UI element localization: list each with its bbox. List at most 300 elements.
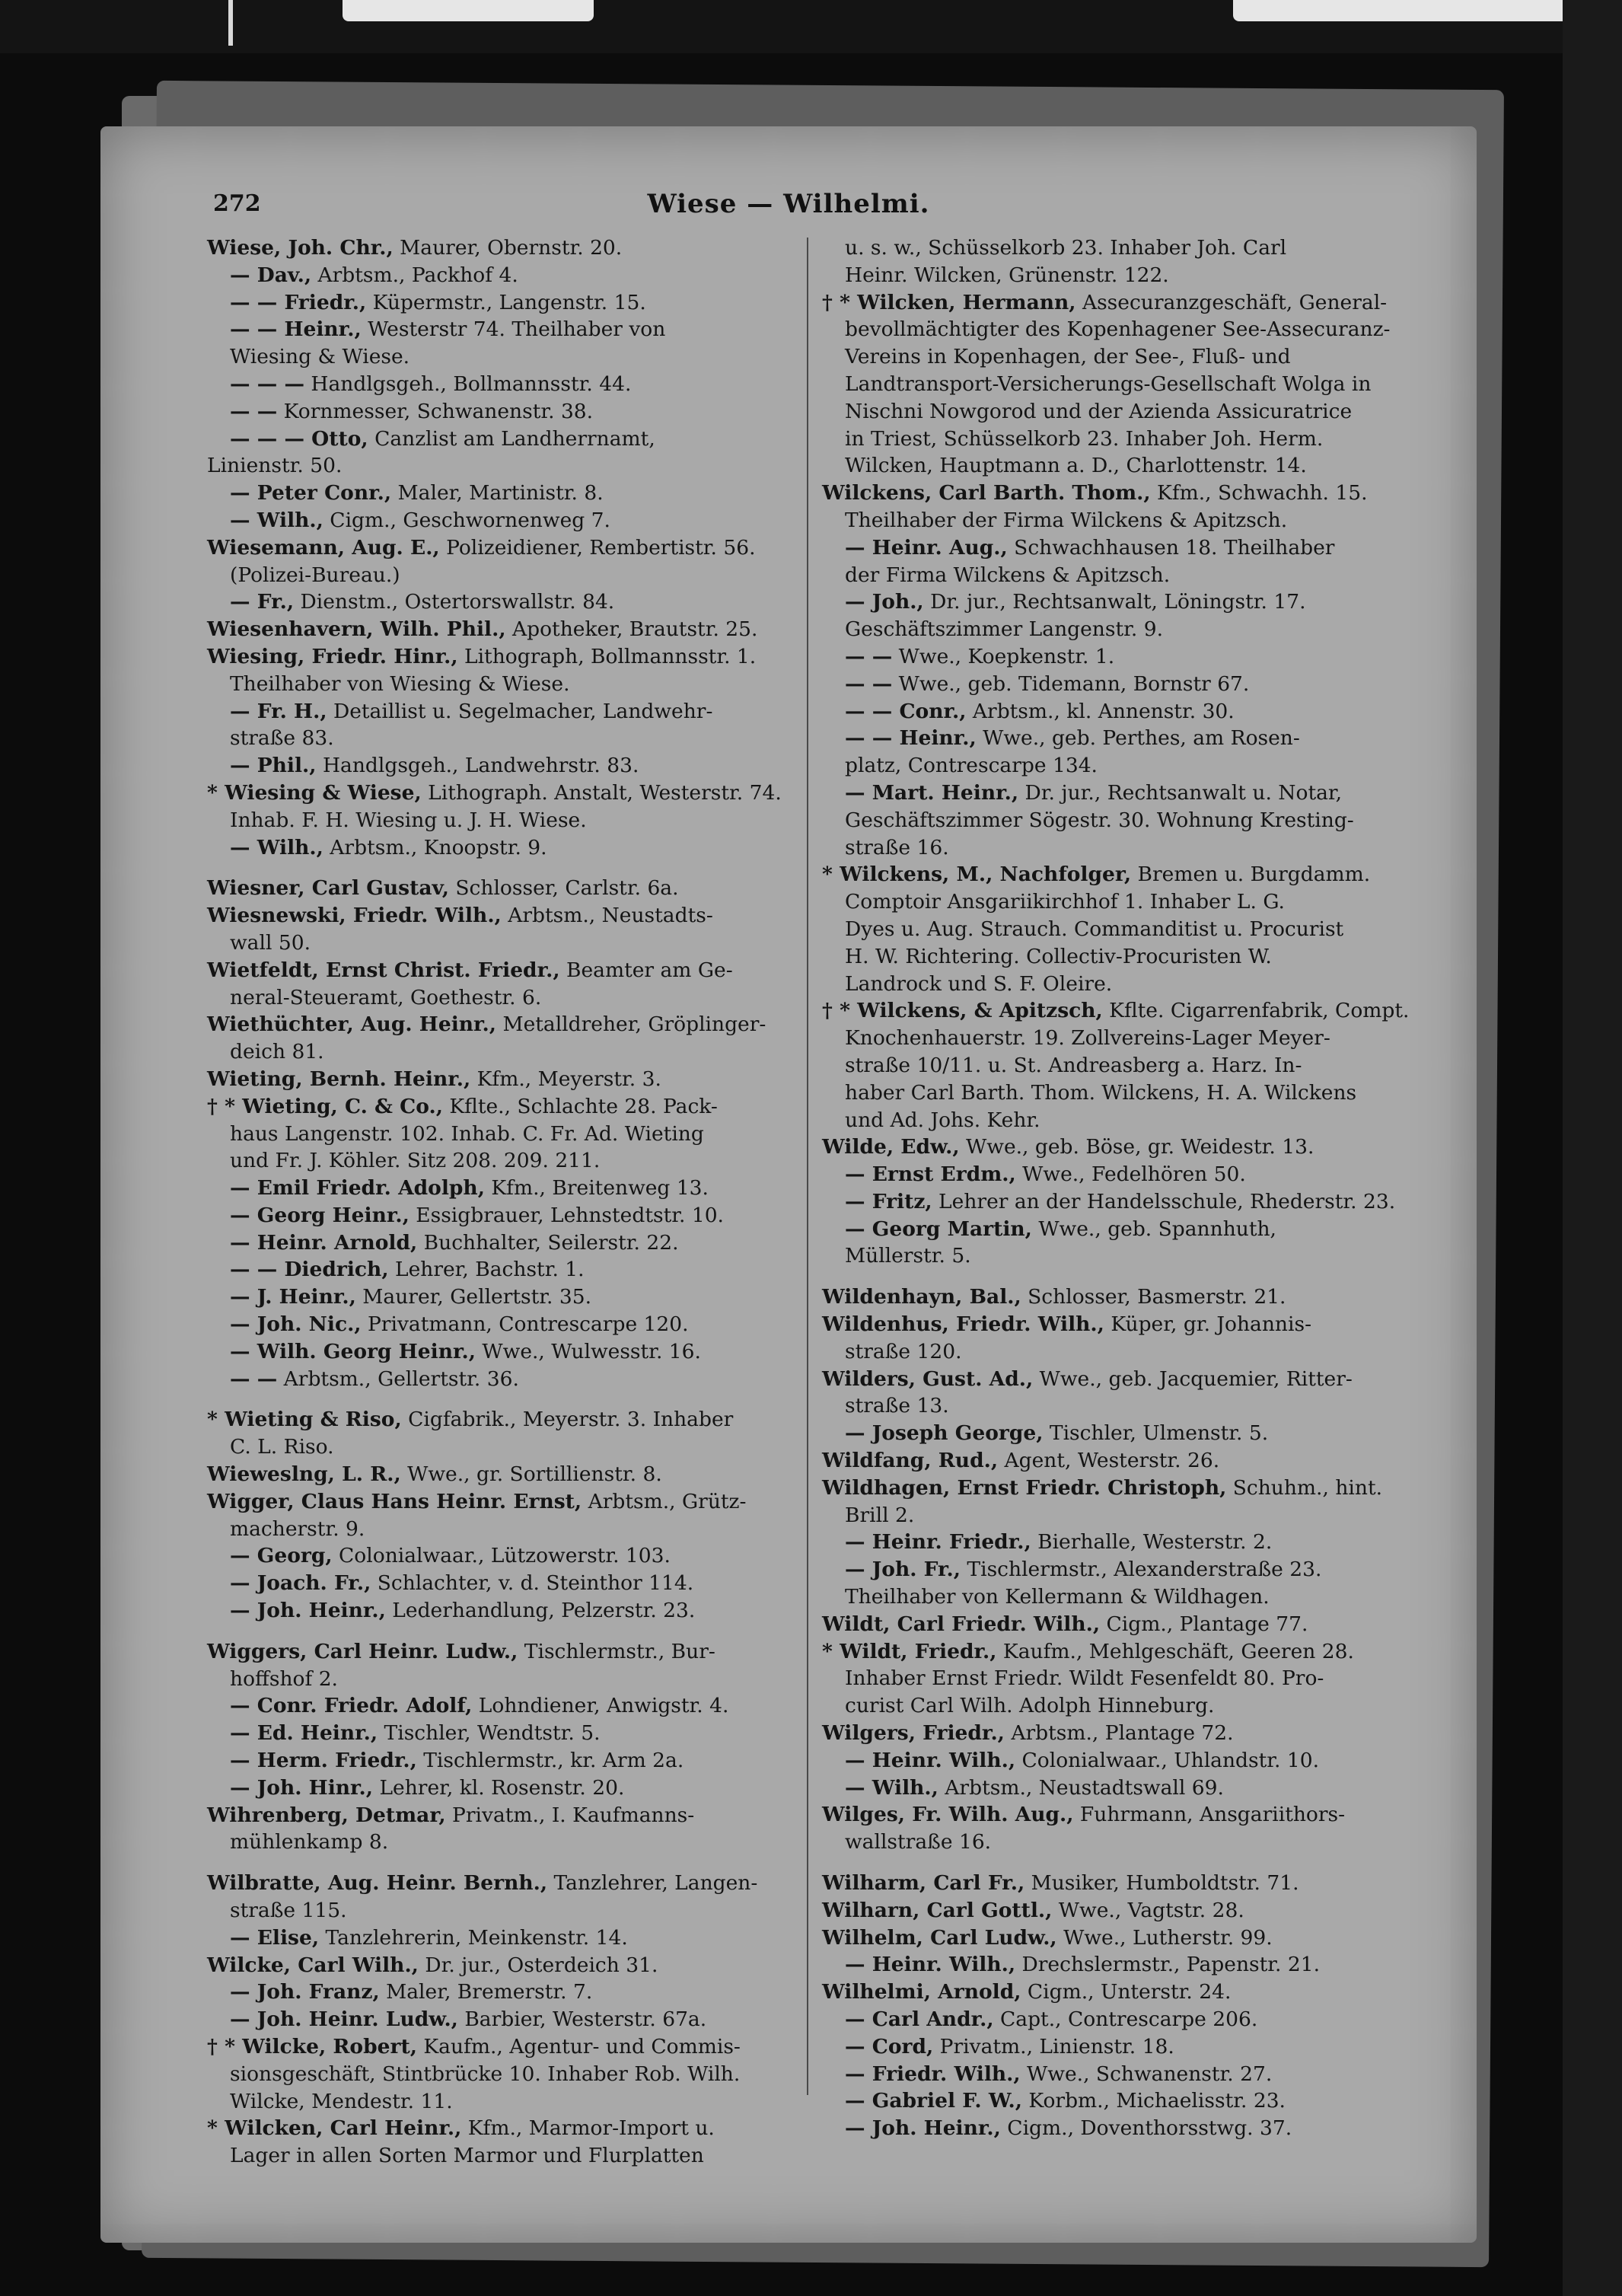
directory-entry-line: [207, 930, 793, 957]
entry-details: Kaufm., Agentur- und Commis-: [416, 2035, 741, 2058]
directory-entry-line: [207, 262, 793, 289]
directory-entry-line: [822, 2006, 1431, 2033]
directory-entry-line: [207, 1338, 793, 1366]
directory-entry-line: [822, 1951, 1431, 1979]
directory-entry-line: [822, 343, 1431, 371]
entry-details: Arbtsm., Packhof 4.: [311, 263, 518, 287]
directory-entry-line: [207, 1570, 793, 1597]
entry-name: Wilbratte, Aug. Heinr. Bernh.,: [207, 1871, 548, 1896]
entry-details: (Polizei-Bureau.): [230, 563, 400, 587]
entry-name: — —: [845, 671, 893, 696]
directory-entry-line: [207, 1147, 793, 1175]
entry-details: Kfm., Meyerstr. 3.: [470, 1067, 661, 1091]
directory-entry-line: [822, 1924, 1431, 1952]
entry-name: — — Heinr.,: [845, 726, 977, 751]
directory-entry-line: [207, 234, 793, 262]
entry-name: Wilckens, Carl Barth. Thom.,: [822, 481, 1151, 505]
entry-details: Nischni Nowgorod und der Azienda Assicuratrice: [845, 399, 1353, 423]
entry-spacer: [207, 1625, 793, 1638]
entry-details: Schlosser, Carlstr. 6a.: [448, 876, 679, 901]
directory-entry-line: [822, 1392, 1431, 1420]
directory-entry-line: [207, 671, 793, 698]
entry-name: Wilharm, Carl Fr.,: [822, 1871, 1025, 1896]
directory-entry-line: [207, 316, 793, 343]
directory-entry-line: [207, 1406, 793, 1433]
directory-entry-line: [207, 1066, 793, 1093]
entry-details: Wilcke, Mendestr. 11.: [230, 2089, 453, 2113]
entry-details: der Firma Wilckens & Apitzsch.: [845, 563, 1171, 587]
entry-name: Wigger, Claus Hans Heinr. Ernst,: [207, 1489, 582, 1513]
entry-name: Wilders, Gust. Ad.,: [822, 1366, 1034, 1391]
directory-entry-line: [822, 1870, 1431, 1897]
entry-details: Wwe., Wulwesstr. 16.: [475, 1339, 701, 1363]
entry-name: — Joh. Fr.,: [845, 1558, 961, 1582]
entry-name: Wilde, Edw.,: [822, 1135, 960, 1159]
entry-name: † * Wilcke, Robert,: [207, 2035, 417, 2058]
entry-name: — Elise,: [230, 1925, 320, 1950]
directory-entry-line: [207, 616, 793, 643]
entry-details: Küper, gr. Johannis-: [1104, 1312, 1312, 1337]
directory-entry-line: [207, 875, 793, 902]
directory-entry-line: [207, 1256, 793, 1284]
directory-entry-line: [207, 957, 793, 984]
directory-entry-line: [207, 1952, 793, 1979]
directory-entry-line: [822, 262, 1431, 289]
directory-entry-line: [207, 2061, 793, 2088]
directory-entry-line: [207, 2088, 793, 2116]
directory-entry-line: [822, 426, 1431, 453]
entry-details: Buchhalter, Seilerstr. 22.: [417, 1230, 679, 1255]
directory-entry-line: [822, 1665, 1431, 1692]
entry-spacer: [207, 861, 793, 875]
entry-name: — Heinr. Aug.,: [845, 535, 1008, 560]
directory-entry-line: [207, 780, 793, 807]
entry-name: — Joh. Franz,: [230, 1980, 380, 2004]
entry-details: Dienstm., Ostertorswallstr. 84.: [294, 590, 615, 614]
entry-details: Geschäftszimmer Sögestr. 30. Wohnung Kresting-: [845, 808, 1354, 832]
directory-entry-line: [207, 752, 793, 780]
directory-entry-line: [822, 780, 1431, 807]
directory-entry-line: [822, 1161, 1431, 1188]
entry-details: Maurer, Gellertstr. 35.: [355, 1285, 592, 1309]
directory-entry-line: [822, 1242, 1431, 1270]
entry-details: Tischlermstr., Bur-: [518, 1639, 715, 1663]
directory-entry-line: [207, 1666, 793, 1693]
entry-details: Maler, Bremerstr. 7.: [379, 1980, 593, 2004]
directory-entry-line: [822, 2087, 1431, 2115]
entry-name: * Wildt, Friedr.,: [822, 1639, 997, 1663]
entry-details: Lithograph, Bollmannsstr. 1.: [457, 644, 757, 668]
directory-entry-line: [822, 1079, 1431, 1107]
directory-entry-line: [822, 1979, 1431, 2006]
entry-details: Cigfabrik., Meyerstr. 3. Inhaber: [401, 1408, 734, 1432]
entry-details: Wwe., geb. Jacquemier, Ritter-: [1033, 1366, 1353, 1391]
directory-entry-line: [207, 2142, 793, 2170]
directory-entry-line: [822, 398, 1431, 426]
entry-name: — Heinr. Wilh.,: [845, 1748, 1016, 1772]
entry-name: — J. Heinr.,: [230, 1285, 356, 1309]
entry-name: — Georg Heinr.,: [230, 1203, 409, 1227]
directory-entry-line: [822, 289, 1431, 317]
entry-name: — Ed. Heinr.,: [230, 1721, 378, 1746]
entry-name: — Dav.,: [230, 263, 312, 287]
entry-details: Wwe., Koepkenstr. 1.: [892, 644, 1115, 668]
entry-details: Wwe., gr. Sortillienstr. 8.: [400, 1462, 662, 1487]
directory-entry-line: [822, 1801, 1431, 1829]
entry-details: Bierhalle, Westerstr. 2.: [1031, 1530, 1273, 1555]
directory-entry-line: [822, 834, 1431, 862]
entry-details: Tischler, Ulmenstr. 5.: [1043, 1421, 1269, 1446]
directory-entry-line: [207, 1692, 793, 1720]
page-number: 272: [213, 190, 261, 217]
entry-details: curist Carl Wilh. Adolph Hinneburg.: [845, 1694, 1215, 1718]
entry-name: * Wilckens, M., Nachfolger,: [822, 863, 1132, 887]
directory-entry-line: [822, 1447, 1431, 1475]
entry-name: — Georg,: [230, 1544, 333, 1568]
entry-details: in Triest, Schüsselkorb 23. Inhaber Joh. Herm.: [845, 426, 1324, 451]
entry-details: Inhab. F. H. Wiesing u. J. H. Wiese.: [230, 808, 587, 832]
film-holder-right: [1563, 0, 1622, 2296]
entry-details: haber Carl Barth. Thom. Wilckens, H. A. Wilckens: [845, 1080, 1357, 1105]
entry-details: Tischler, Wendtstr. 5.: [378, 1721, 601, 1746]
directory-entry-line: [822, 1188, 1431, 1216]
entry-details: Cigm., Doventhorsstwg. 37.: [1000, 2116, 1292, 2141]
entry-details: Colonialwaar., Uhlandstr. 10.: [1015, 1748, 1320, 1772]
entry-name: † * Wilcken, Hermann,: [822, 290, 1076, 314]
directory-entry-line: [207, 1597, 793, 1625]
directory-entry-line: [207, 1093, 793, 1121]
entry-name: — Fr.,: [230, 590, 295, 614]
directory-entry-line: [822, 1025, 1431, 1052]
entry-name: Wildenhayn, Bal.,: [822, 1285, 1021, 1309]
entry-name: — Heinr. Arnold,: [230, 1230, 418, 1255]
directory-entry-line: [822, 1052, 1431, 1079]
entry-details: Musiker, Humboldtstr. 71.: [1025, 1871, 1299, 1896]
entry-details: haus Langenstr. 102. Inhab. C. Fr. Ad. Wieting: [230, 1121, 704, 1146]
directory-entry-line: [207, 398, 793, 426]
directory-entry-line: [207, 984, 793, 1012]
entry-details: Cigm., Unterstr. 24.: [1021, 1980, 1232, 2004]
entry-details: und Fr. J. Köhler. Sitz 208. 209. 211.: [230, 1149, 601, 1173]
entry-name: — — Conr.,: [845, 699, 967, 723]
entry-details: Maurer, Obernstr. 20.: [393, 236, 623, 260]
entry-name: Wietfeldt, Ernst Christ. Friedr.,: [207, 958, 560, 982]
entry-details: Arbtsm., Gellertstr. 36.: [277, 1366, 519, 1391]
directory-entry-line: [822, 588, 1431, 616]
directory-entry-line: [822, 452, 1431, 480]
directory-entry-line: [822, 234, 1431, 262]
entry-details: Agent, Westerstr. 26.: [998, 1449, 1220, 1473]
directory-entry-line: [822, 888, 1431, 916]
directory-entry-line: [207, 1311, 793, 1338]
directory-entry-line: [207, 834, 793, 862]
entry-details: straße 120.: [845, 1339, 962, 1363]
entry-name: — Gabriel F. W.,: [845, 2089, 1022, 2113]
entry-name: — — Diedrich,: [230, 1258, 389, 1282]
directory-entry-line: [822, 971, 1431, 998]
directory-entry-line: [207, 1038, 793, 1066]
directory-entry-line: [822, 1216, 1431, 1243]
directory-entry-line: [822, 916, 1431, 943]
entry-details: Essigbrauer, Lehnstedtstr. 10.: [409, 1203, 724, 1227]
entry-details: Colonialwaar., Lützowerstr. 103.: [332, 1544, 671, 1568]
entry-details: Wwe., Vagtstr. 28.: [1052, 1898, 1244, 1922]
entry-name: Wildenhus, Friedr. Wilh.,: [822, 1312, 1104, 1337]
entry-details: Arbtsm., kl. Annenstr. 30.: [966, 699, 1235, 723]
entry-details: macherstr. 9.: [230, 1516, 365, 1541]
entry-spacer: [207, 1856, 793, 1870]
entry-details: Schwachhausen 18. Theilhaber: [1007, 535, 1335, 560]
entry-details: Dr. jur., Osterdeich 31.: [418, 1953, 658, 1977]
directory-entry-line: [822, 1775, 1431, 1802]
entry-details: Barbier, Westerstr. 67a.: [457, 2007, 707, 2032]
directory-entry-line: [822, 1134, 1431, 1161]
entry-name: Wiese, Joh. Chr.,: [207, 236, 394, 260]
entry-name: Wieting, Bernh. Heinr.,: [207, 1067, 471, 1091]
directory-entry-line: [822, 1311, 1431, 1338]
entry-name: — Conr. Friedr. Adolf,: [230, 1694, 473, 1718]
entry-details: Brill 2.: [845, 1503, 915, 1527]
entry-name: — Fritz,: [845, 1189, 932, 1213]
entry-details: Wiesing & Wiese.: [230, 345, 410, 369]
entry-details: straße 13.: [845, 1394, 949, 1418]
entry-name: — Joh.,: [845, 590, 924, 614]
entry-name: * Wilcken, Carl Heinr.,: [207, 2116, 462, 2141]
directory-entry-line: [822, 943, 1431, 971]
entry-name: — Georg Martin,: [845, 1217, 1032, 1241]
directory-entry-line: [207, 534, 793, 562]
entry-details: Schlosser, Basmerstr. 21.: [1021, 1285, 1286, 1309]
entry-details: sionsgeschäft, Stintbrücke 10. Inhaber Rob. Wilh.: [230, 2062, 741, 2086]
entry-name: — — — Otto,: [230, 426, 368, 451]
entry-details: H. W. Richtering. Collectiv-Procuristen W.: [845, 944, 1272, 968]
running-head: Wiese — Wilhelmi.: [647, 189, 930, 219]
entry-details: Bremen u. Burgdamm.: [1131, 863, 1371, 887]
entry-details: Lehrer, kl. Rosenstr. 20.: [373, 1775, 625, 1800]
entry-name: † * Wilckens, & Apitzsch,: [822, 999, 1103, 1023]
entry-name: Wilges, Fr. Wilh. Aug.,: [822, 1803, 1074, 1827]
directory-entry-line: [207, 1516, 793, 1543]
entry-name: — Mart. Heinr.,: [845, 780, 1019, 805]
entry-details: Tischlermstr., Alexanderstraße 23.: [961, 1558, 1322, 1582]
entry-name: — Wilh.,: [230, 508, 323, 532]
directory-entry-line: [207, 1229, 793, 1257]
entry-name: Wiesemann, Aug. E.,: [207, 535, 440, 560]
entry-name: — Joh. Hinr.,: [230, 1775, 374, 1800]
entry-details: wallstraße 16.: [845, 1830, 992, 1854]
entry-details: Privatmann, Contrescarpe 120.: [361, 1312, 689, 1337]
directory-entry-line: [207, 698, 793, 725]
directory-entry-line: [822, 2061, 1431, 2088]
directory-entry-line: [822, 1420, 1431, 1447]
entry-name: — Fr. H.,: [230, 699, 327, 723]
entry-name: — Joh. Heinr. Ludw.,: [230, 2007, 458, 2032]
entry-details: Drechslermstr., Papenstr. 21.: [1015, 1953, 1321, 1977]
entry-name: — — Friedr.,: [230, 290, 367, 314]
entry-name: Wilgers, Friedr.,: [822, 1721, 1005, 1746]
directory-entry-line: [207, 426, 793, 453]
entry-name: — Heinr. Friedr.,: [845, 1530, 1031, 1555]
entry-details: Privatm., I. Kaufmanns-: [445, 1803, 695, 1827]
entry-details: Wwe., geb. Tidemann, Bornstr 67.: [892, 671, 1250, 696]
directory-entry-line: [822, 1747, 1431, 1775]
film-holder-top: [0, 0, 1622, 53]
directory-entry-line: [822, 616, 1431, 643]
entry-name: — Emil Friedr. Adolph,: [230, 1176, 485, 1201]
entry-details: Assecuranzgeschäft, General-: [1075, 290, 1388, 314]
directory-entry-line: [822, 1720, 1431, 1747]
entry-details: Lohndiener, Anwigstr. 4.: [472, 1694, 729, 1718]
entry-details: Vereins in Kopenhagen, der See-, Fluß- und: [845, 345, 1291, 369]
entry-name: — Wilh.,: [230, 835, 323, 859]
directory-entry-line: [822, 480, 1431, 507]
entry-details: Schuhm., hint.: [1226, 1475, 1383, 1500]
entry-details: Wwe., Fedelhören 50.: [1015, 1162, 1246, 1187]
entry-name: — Wilh. Georg Heinr.,: [230, 1339, 476, 1363]
directory-entry-line: [822, 1107, 1431, 1134]
entry-name: — —: [230, 399, 278, 423]
entry-details: Kfm., Breitenweg 13.: [484, 1176, 709, 1201]
entry-details: deich 81.: [230, 1040, 324, 1064]
directory-entry-line: [822, 643, 1431, 671]
entry-name: — Carl Andr.,: [845, 2007, 994, 2031]
directory-entry-line: [822, 752, 1431, 780]
directory-entry-line: [207, 1542, 793, 1570]
directory-entry-line: [207, 807, 793, 834]
entry-name: Wiesenhavern, Wilh. Phil.,: [207, 617, 506, 642]
entry-details: Lager in allen Sorten Marmor und Flurplatten: [230, 2144, 704, 2168]
directory-entry-line: [207, 1202, 793, 1229]
entry-details: mühlenkamp 8.: [230, 1830, 389, 1854]
entry-details: Wwe., geb. Böse, gr. Weidestr. 13.: [959, 1135, 1314, 1159]
directory-entry-line: [822, 861, 1431, 888]
entry-details: Comptoir Ansgariikirchhof 1. Inhaber L. G.: [845, 890, 1285, 914]
entry-details: Korbm., Michaelisstr. 23.: [1021, 2089, 1286, 2113]
entry-details: Handlgsgeh., Bollmannsstr. 44.: [304, 372, 632, 396]
directory-page: [100, 126, 1477, 2243]
directory-entry-line: [207, 643, 793, 671]
entry-details: Schlachter, v. d. Steinthor 114.: [371, 1571, 694, 1596]
directory-entry-line: [207, 725, 793, 752]
entry-details: wall 50.: [230, 930, 311, 955]
directory-entry-line: [207, 1720, 793, 1747]
directory-entry-line: [822, 1556, 1431, 1583]
entry-details: Kflte., Schlachte 28. Pack-: [442, 1094, 718, 1118]
entry-details: Arbtsm., Neustadts-: [501, 904, 713, 928]
entry-name: Wiesner, Carl Gustav,: [207, 876, 449, 901]
directory-entry-line: [822, 562, 1431, 589]
entry-details: Müllerstr. 5.: [845, 1244, 971, 1268]
entry-details: Kornmesser, Schwanenstr. 38.: [277, 399, 594, 423]
entry-name: — Wilh.,: [845, 1775, 938, 1800]
entry-name: Wildt, Carl Friedr. Wilh.,: [822, 1612, 1101, 1636]
directory-entry-line: [207, 1011, 793, 1038]
directory-entry-line: [822, 725, 1431, 752]
directory-entry-line: [207, 480, 793, 507]
entry-details: Privatm., Linienstr. 18.: [933, 2034, 1174, 2058]
entry-name: Wilhelm, Carl Ludw.,: [822, 1925, 1057, 1950]
entry-details: hoffshof 2.: [230, 1666, 338, 1691]
directory-entry-line: [822, 371, 1431, 398]
entry-name: Wilharn, Carl Gottl.,: [822, 1898, 1053, 1922]
entry-details: Polizeidiener, Rembertistr. 56.: [439, 535, 756, 560]
entry-name: Wieweslng, L. R.,: [207, 1462, 401, 1487]
entry-details: Detaillist u. Segelmacher, Landwehr-: [327, 699, 713, 723]
entry-details: Wilcken, Hauptmann a. D., Charlottenstr. 14.: [845, 454, 1307, 478]
entry-details: Cigm., Plantage 77.: [1100, 1612, 1308, 1636]
directory-entry-line: [207, 1775, 793, 1802]
entry-name: — — —: [230, 372, 304, 396]
directory-entry-line: [207, 507, 793, 534]
entry-name: Wiggers, Carl Heinr. Ludw.,: [207, 1639, 518, 1663]
directory-entry-line: [822, 2033, 1431, 2061]
directory-entry-line: [822, 671, 1431, 698]
directory-entry-line: [207, 1870, 793, 1897]
directory-entry-line: [822, 507, 1431, 534]
entry-details: Linienstr. 50.: [207, 454, 343, 478]
left-column: [207, 234, 793, 2170]
entry-details: C. L. Riso.: [230, 1435, 334, 1459]
entry-name: — Herm. Friedr.,: [230, 1749, 417, 1773]
directory-entry-line: [207, 1175, 793, 1202]
directory-entry-line: [207, 902, 793, 930]
entry-details: Kaufm., Mehlgeschäft, Geeren 28.: [996, 1639, 1354, 1663]
directory-entry-line: [822, 1284, 1431, 1311]
directory-entry-line: [207, 2033, 793, 2061]
entry-details: Inhaber Ernst Friedr. Wildt Fesenfeldt 80. Pro-: [845, 1666, 1324, 1691]
entry-name: * Wieting & Riso,: [207, 1408, 402, 1432]
entry-details: Dyes u. Aug. Strauch. Commanditist u. Procurist: [845, 917, 1344, 941]
column-divider: [807, 238, 808, 2095]
directory-entry-line: [207, 1284, 793, 1311]
entry-details: Maler, Martinistr. 8.: [391, 481, 604, 505]
entry-name: Wildhagen, Ernst Friedr. Christoph,: [822, 1475, 1227, 1500]
entry-name: † * Wieting, C. & Co.,: [207, 1094, 443, 1118]
entry-name: — Heinr. Wilh.,: [845, 1953, 1016, 1977]
directory-entry-line: [207, 1461, 793, 1488]
entry-details: Canzlist am Landherrnamt,: [368, 426, 655, 451]
entry-spacer: [822, 1270, 1431, 1284]
entry-name: — Joh. Heinr.,: [230, 1599, 386, 1623]
entry-name: Wihrenberg, Detmar,: [207, 1803, 446, 1827]
directory-entry-line: [207, 289, 793, 317]
entry-details: Tanzlehrer, Langen-: [547, 1871, 758, 1896]
film-notch: [1233, 0, 1583, 21]
entry-details: Lederhandlung, Pelzerstr. 23.: [385, 1599, 696, 1623]
entry-details: Tanzlehrerin, Meinkenstr. 14.: [319, 1925, 628, 1950]
directory-entry-line: [822, 698, 1431, 725]
entry-name: — Joach. Fr.,: [230, 1571, 371, 1596]
directory-entry-line: [822, 1475, 1431, 1502]
directory-entry-line: [207, 1366, 793, 1393]
entry-details: Kfm., Schwachh. 15.: [1150, 481, 1368, 505]
entry-details: Lehrer, Bachstr. 1.: [388, 1258, 585, 1282]
directory-entry-line: [207, 588, 793, 616]
directory-entry-line: [822, 1829, 1431, 1856]
directory-entry-line: [822, 1338, 1431, 1366]
entry-spacer: [822, 1856, 1431, 1870]
entry-name: — —: [845, 644, 893, 668]
entry-details: Theilhaber von Wiesing & Wiese.: [230, 671, 570, 696]
entry-details: Arbtsm., Neustadtswall 69.: [938, 1775, 1224, 1800]
entry-details: Kflte. Cigarrenfabrik, Compt.: [1102, 999, 1410, 1023]
entry-details: Capt., Contrescarpe 206.: [993, 2007, 1258, 2031]
directory-entry-line: [207, 1121, 793, 1148]
entry-details: straße 83.: [230, 726, 334, 751]
directory-entry-line: [822, 1611, 1431, 1638]
directory-entry-line: [207, 1924, 793, 1952]
entry-name: — Ernst Erdm.,: [845, 1162, 1016, 1187]
